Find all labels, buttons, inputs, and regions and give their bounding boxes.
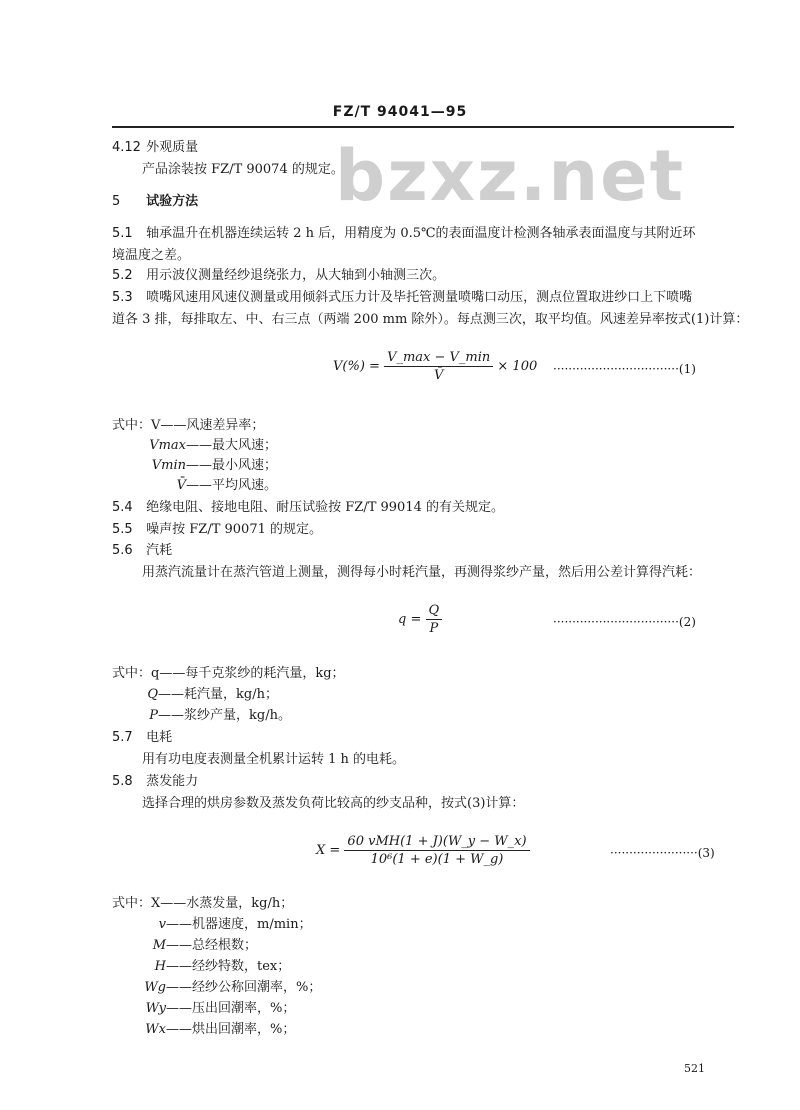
section-number: 5.6: [112, 543, 133, 558]
definition-text: 最大风速；: [212, 438, 278, 453]
paragraph: 用有功电度表测量全机累计运转 1 h 的电耗。: [142, 752, 406, 767]
paragraph-text: 绝缘电阻、接地电阻、耐压试验按 FZ/T 99014 的有关规定。: [146, 500, 504, 515]
definition-M: M——总经根数；: [112, 938, 257, 954]
section-number: 5.1: [112, 226, 133, 241]
leader-dots: ·································: [553, 615, 679, 629]
section-title: 蒸发能力: [146, 774, 199, 789]
fraction: [384, 350, 493, 383]
section-5-3: [112, 290, 692, 306]
section-title: 试验方法: [146, 194, 199, 209]
fraction-numerator: V_max − V_min: [384, 350, 493, 367]
definition-4: V̄——平均风速。: [112, 478, 277, 494]
definition-symbol: 式中：q: [112, 666, 160, 681]
section-number: 5: [112, 194, 121, 209]
definition-text: 浆纱产量，kg/h。: [184, 708, 291, 723]
definition-text: 经纱特数，tex；: [192, 959, 291, 974]
section-5-7: [112, 730, 172, 746]
paragraph: 道各 3 排，每排取左、中、右三点（两端 200 mm 除外）。每点测三次，取平均值。风速差异率按式(1)计算：: [112, 312, 749, 327]
definition-text: 平均风速。: [212, 478, 278, 493]
formula-2-leader: [553, 615, 696, 629]
definition-Q: Q——耗汽量，kg/h；: [112, 687, 278, 703]
definition-text: 经纱公称回潮率，%；: [192, 980, 322, 995]
paragraph: 产品涂装按 FZ/T 90074 的规定。: [142, 162, 344, 177]
section-number: 4.12: [112, 140, 141, 155]
definition-text: 烘出回潮率，%；: [192, 1022, 296, 1037]
definition-v: v——机器速度，m/min；: [112, 917, 312, 933]
definition-H: H——经纱特数，tex；: [112, 959, 290, 975]
definition-symbol: v: [158, 917, 166, 932]
formula-tail: × 100: [497, 359, 538, 374]
fraction: [426, 603, 443, 636]
definition-symbol: Wg: [144, 980, 166, 995]
definition-2: Vmax——最大风速；: [112, 438, 277, 454]
fraction-numerator: Q: [426, 603, 443, 620]
fraction-denominator: V̄: [433, 368, 444, 383]
paragraph-text: 噪声按 FZ/T 90071 的规定。: [146, 522, 322, 537]
fraction: [344, 834, 529, 867]
definition-symbol: Wx: [145, 1022, 166, 1037]
section-number: 5.2: [112, 268, 133, 283]
section-number: 5.5: [112, 522, 133, 537]
definition-symbol: M: [152, 938, 166, 953]
header-rule: [112, 126, 734, 128]
section-title: 汽耗: [146, 543, 173, 558]
formula-3-leader: [610, 846, 715, 860]
formula-2: [398, 603, 442, 636]
definition-1: 式中：V——风速差异率；: [112, 418, 265, 433]
section-4-12: [112, 140, 198, 156]
definition-text: 最小风速；: [212, 458, 278, 473]
definition-symbol: Vmin: [151, 458, 186, 473]
section-number: 5.7: [112, 730, 133, 745]
definition-text: 耗汽量，kg/h；: [184, 687, 278, 702]
definition-P: P——浆纱产量，kg/h。: [112, 708, 291, 724]
fraction-numerator: 60 vMH(1 + J)(W_y − W_x): [344, 834, 529, 851]
definition-text: 水蒸发量，kg/h；: [186, 896, 294, 911]
equation-number: (1): [678, 362, 696, 376]
formula-lhs: V(%) =: [333, 359, 380, 374]
equation-number: (3): [697, 846, 715, 860]
definition-symbol: Vmax: [149, 438, 186, 453]
leader-dots: ·······················: [610, 846, 698, 860]
definition-text: 总经根数；: [192, 938, 258, 953]
paragraph-text: 用示波仪测量经纱退绕张力，从大轴到小轴测三次。: [146, 268, 446, 283]
definition-3: Vmin——最小风速；: [112, 458, 277, 474]
definition-symbol: V̄: [176, 478, 186, 493]
formula-3: [316, 834, 530, 867]
definition-X: 式中：X——水蒸发量，kg/h；: [112, 896, 294, 911]
definition-text: 机器速度，m/min；: [192, 917, 312, 932]
definition-symbol: 式中：V: [112, 418, 161, 433]
formula-1-leader: [553, 362, 696, 376]
section-5-6: [112, 543, 172, 559]
paragraph-text: 轴承温升在机器连续运转 2 h 后，用精度为 0.5℃的表面温度计检测各轴承表面温度与其附近环: [146, 226, 696, 241]
leader-dots: ·································: [553, 362, 679, 376]
definition-symbol: P: [149, 708, 158, 723]
section-number: 5.4: [112, 500, 133, 515]
definition-text: 风速差异率；: [186, 418, 265, 433]
equation-number: (2): [678, 615, 696, 629]
section-number: 5.8: [112, 774, 133, 789]
definition-symbol: Q: [147, 687, 158, 702]
paragraph: 境温度之差。: [112, 248, 191, 263]
paragraph-text: 喷嘴风速用风速仪测量或用倾斜式压力计及毕托管测量喷嘴口动压，测点位置取进纱口上下喷嘴: [146, 290, 693, 305]
watermark: bzxz.net: [335, 135, 686, 217]
definition-text: 每千克浆纱的耗汽量，kg；: [185, 666, 345, 681]
section-5-1: [112, 226, 696, 242]
definition-Wy: Wy——压出回潮率，%；: [112, 1001, 295, 1017]
section-title: 电耗: [146, 730, 173, 745]
formula-lhs: q =: [398, 612, 422, 627]
section-5-8: [112, 774, 198, 790]
definition-Wx: Wx——烘出回潮率，%；: [112, 1022, 295, 1038]
definition-symbol: H: [154, 959, 166, 974]
definition-q: 式中：q——每千克浆纱的耗汽量，kg；: [112, 666, 345, 681]
section-5: [112, 194, 198, 210]
paragraph: 选择合理的烘房参数及蒸发负荷比较高的纱支品种，按式(3)计算：: [142, 796, 525, 811]
paragraph: 用蒸汽流量计在蒸汽管道上测量，测得每小时耗汽量，再测得浆纱产量，然后用公差计算得汽耗：: [142, 565, 702, 580]
formula-lhs: X =: [316, 843, 341, 858]
definition-symbol: Wy: [145, 1001, 166, 1016]
standard-header: FZ/T 94041—95: [332, 104, 468, 120]
page-number: 521: [684, 1062, 705, 1075]
section-5-5: [112, 522, 322, 538]
section-5-4: [112, 500, 504, 516]
formula-1: [333, 350, 537, 383]
definition-text: 压出回潮率，%；: [192, 1001, 296, 1016]
fraction-denominator: 10⁶(1 + e)(1 + W_g): [370, 852, 504, 867]
section-number: 5.3: [112, 290, 133, 305]
definition-Wg: Wg——经纱公称回潮率，%；: [112, 980, 321, 996]
fraction-denominator: P: [429, 621, 439, 636]
definition-symbol: 式中：X: [112, 896, 161, 911]
section-title: 外观质量: [146, 140, 199, 155]
section-5-2: [112, 268, 445, 284]
